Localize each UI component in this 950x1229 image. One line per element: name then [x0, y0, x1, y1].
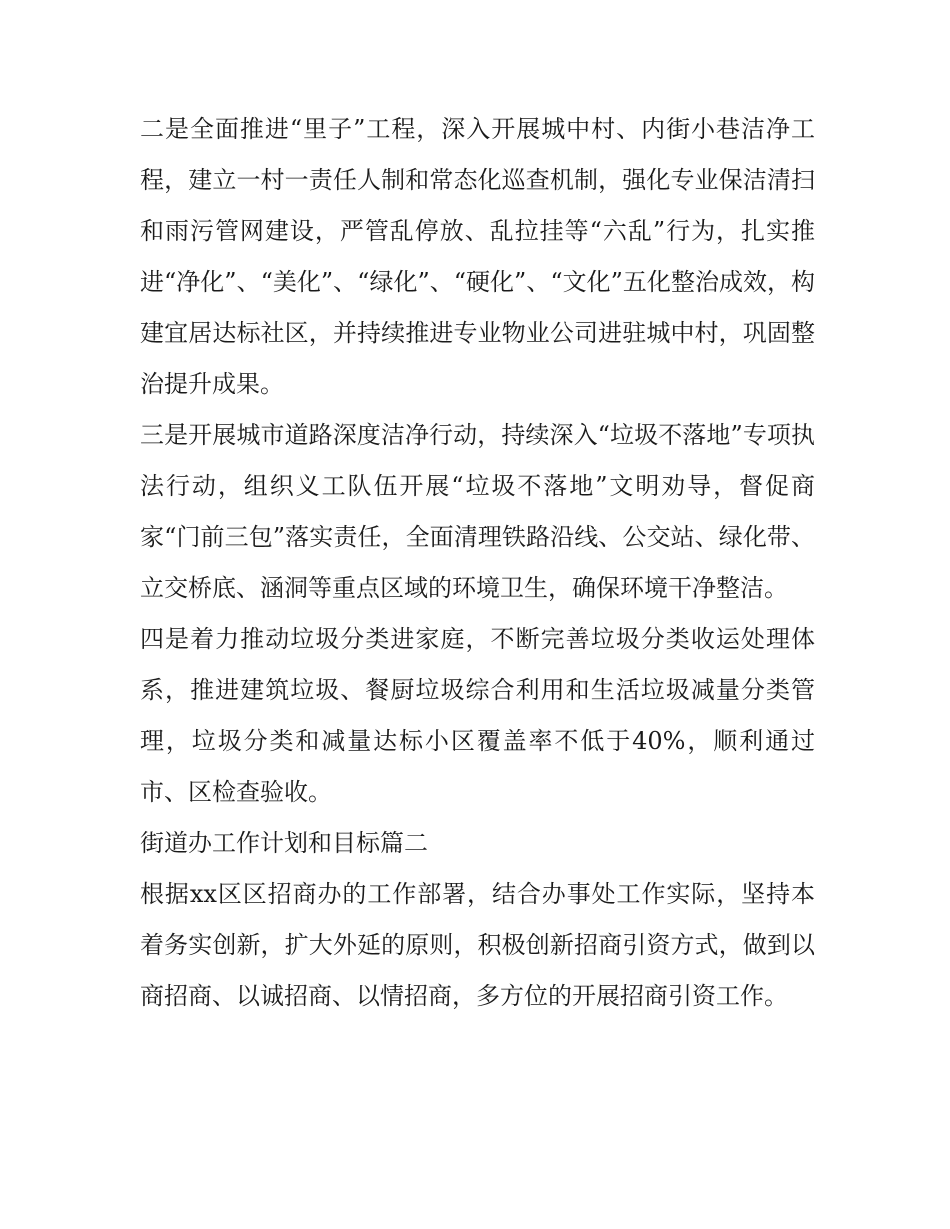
- section-title: 街道办工作计划和目标篇二: [140, 829, 428, 857]
- document-body: [140, 104, 815, 1022]
- paragraph-fourth-point: 四是着力推动垃圾分类进家庭，不断完善垃圾分类收运处理体系，推进建筑垃圾、餐厨垃圾综合利用和生活垃圾减量分类管理，垃圾分类和减量达标小区覆盖率不低于40%，顺利通过市、区检查验收。: [140, 625, 815, 806]
- paragraph-third-point: 三是开展城市道路深度洁净行动，持续深入“垃圾不落地”专项执法行动，组织义工队伍开展“垃圾不落地”文明劝导，督促商家“门前三包”落实责任，全面清理铁路沿线、公交站、绿化带、立交桥底、涵洞等重点区域的环境卫生，确保环境干净整洁。: [140, 421, 815, 602]
- paragraph-section-intro: 根据xx区区招商办的工作部署，结合办事处工作实际，坚持本着务实创新，扩大外延的原则，积极创新招商引资方式，做到以商招商、以诚招商、以情招商，多方位的开展招商引资工作。: [140, 880, 815, 1010]
- paragraph-second-point: 二是全面推进“里子”工程，深入开展城中村、内街小巷洁净工程，建立一村一责任人制和常态化巡查机制，强化专业保洁清扫和雨污管网建设，严管乱停放、乱拉挂等“六乱”行为，扎实推进“净化”、“美化”、“绿化”、“硬化”、“文化”五化整治成效，构建宜居达标社区，并持续推进专业物业公司进驻城中村，巩固整治提升成果。: [140, 115, 815, 398]
